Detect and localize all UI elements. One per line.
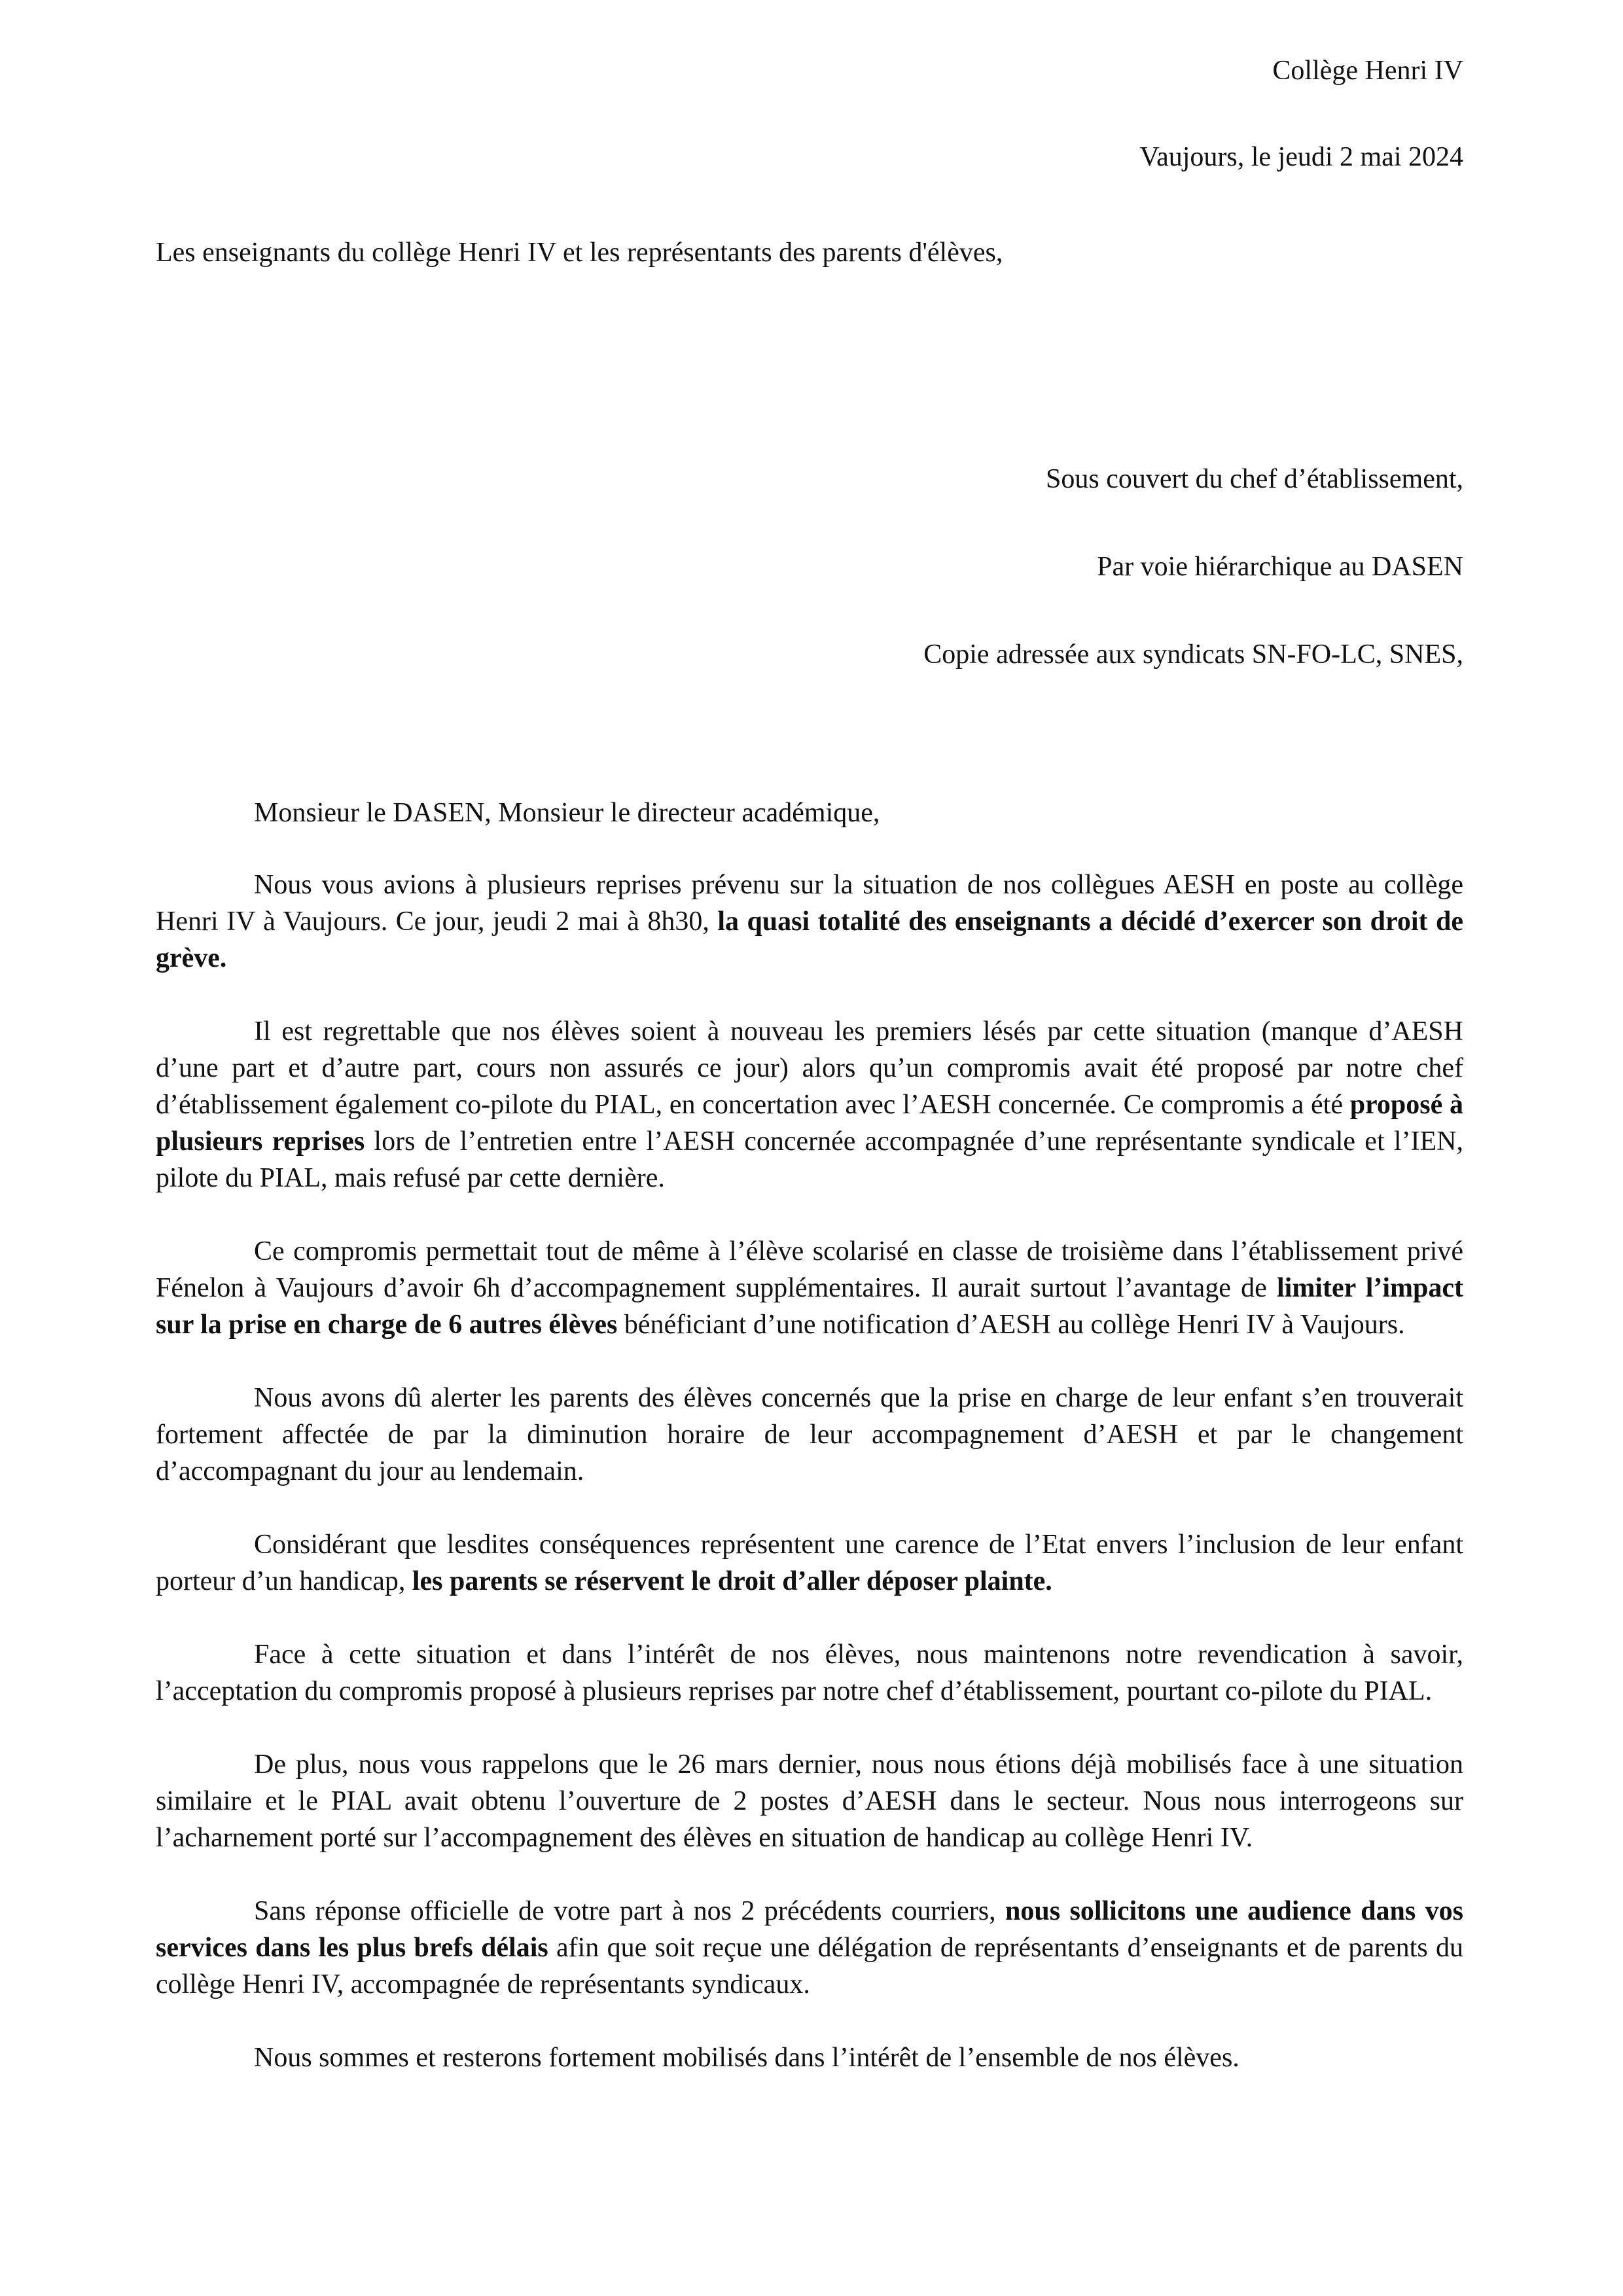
paragraph-2-text-a: Il est regrettable que nos élèves soient à nouveau les premiers lésés par cette situation (manque d’AESH d’une part et d’autre part, cours non assurés ce jour) alors qu’un compromis avait été proposé par notre chef d’établissement également co-pilote du PIAL, en concertation avec l’AESH concernée. Ce compromis a été — [156, 1016, 1463, 1120]
paragraph-5-bold: les parents se réservent le droit d’aller déposer plainte. — [412, 1566, 1052, 1596]
paragraph-8-bold: nous sollicitons une audience dans vos services dans les plus brefs délais — [156, 1896, 1463, 1963]
paragraph-8-text-c: afin que soit reçue une délégation de représentants d’enseignants et de parents du collège Henri IV, accompagnée de représentants syndicaux. — [156, 1933, 1463, 2000]
letter-from: Les enseignants du collège Henri IV et les représentants des parents d'élèves, — [156, 238, 1003, 268]
paragraph-3-text-a: Ce compromis permettait tout de même à l’élève scolarisé en classe de troisième dans l’établissement privé Fénelon à Vaujours d’avoir 6h d’accompagnement supplémentaires. Il aurait surtout l’avantage de — [156, 1236, 1463, 1303]
paragraph-4: Nous avons dû alerter les parents des élèves concernés que la prise en charge de leur enfant s’en trouverait fortement affectée de par la diminution horaire de leur accompagnement d’AESH et par le changement d’accompagnant du jour au lendemain. — [156, 1383, 1463, 1486]
routing-line-2: Par voie hiérarchique au DASEN — [1097, 552, 1463, 582]
paragraph-3 — [156, 1233, 1463, 1343]
sender-school: Collège Henri IV — [1272, 56, 1463, 86]
paragraph-3-text-c: bénéficiant d’une notification d’AESH au collège Henri IV à Vaujours. — [617, 1310, 1405, 1340]
paragraph-2 — [156, 1013, 1463, 1196]
routing-line-3: Copie adressée aux syndicats SN-FO-LC, SNES, — [923, 639, 1463, 670]
paragraph-8 — [156, 1893, 1463, 2003]
letter-date: Vaujours, le jeudi 2 mai 2024 — [1139, 142, 1463, 172]
paragraph-1-text: Nous vous avions à plusieurs reprises prévenu sur la situation de nos collègues AESH en poste au collège Henri IV à Vaujours. Ce jour, jeudi 2 mai à 8h30, — [156, 870, 1463, 937]
paragraph-1-bold: la quasi totalité des enseignants a décidé d’exercer son droit de grève. — [156, 906, 1463, 973]
paragraph-8-text-a: Sans réponse officielle de votre part à nos 2 précédents courriers, — [254, 1896, 1006, 1926]
paragraph-7: De plus, nous vous rappelons que le 26 mars dernier, nous nous étions déjà mobilisés face à une situation similaire et le PIAL avait obtenu l’ouverture de 2 postes d’AESH dans le secteur. Nous nous interrogeons sur l’acharnement porté sur l’accompagnement des élèves en situation de handicap au collège Henri IV. — [156, 1749, 1463, 1853]
paragraph-2-bold: proposé à plusieurs reprises — [156, 1090, 1463, 1157]
paragraph-2-text-c: lors de l’entretien entre l’AESH concernée accompagnée d’une représentante syndicale et l’IEN, pilote du PIAL, mais refusé par cette dernière. — [156, 1126, 1463, 1193]
paragraph-3-bold: limiter l’impact sur la prise en charge de 6 autres élèves — [156, 1273, 1463, 1340]
paragraph-9: Nous sommes et resterons fortement mobilisés dans l’intérêt de l’ensemble de nos élèves. — [254, 2043, 1240, 2073]
paragraph-5-text: Considérant que lesdites conséquences représentent une carence de l’Etat envers l’inclusion de leur enfant porteur d’un handicap, — [156, 1530, 1463, 1596]
paragraph-1 — [156, 867, 1463, 977]
paragraph-5 — [156, 1526, 1463, 1600]
paragraph-6: Face à cette situation et dans l’intérêt de nos élèves, nous maintenons notre revendication à savoir, l’acceptation du compromis proposé à plusieurs reprises par notre chef d’établissement, pourtant co-pilote du PIAL. — [156, 1640, 1463, 1706]
routing-line-1: Sous couvert du chef d’établissement, — [1046, 464, 1463, 494]
salutation: Monsieur le DASEN, Monsieur le directeur académique, — [254, 798, 880, 828]
